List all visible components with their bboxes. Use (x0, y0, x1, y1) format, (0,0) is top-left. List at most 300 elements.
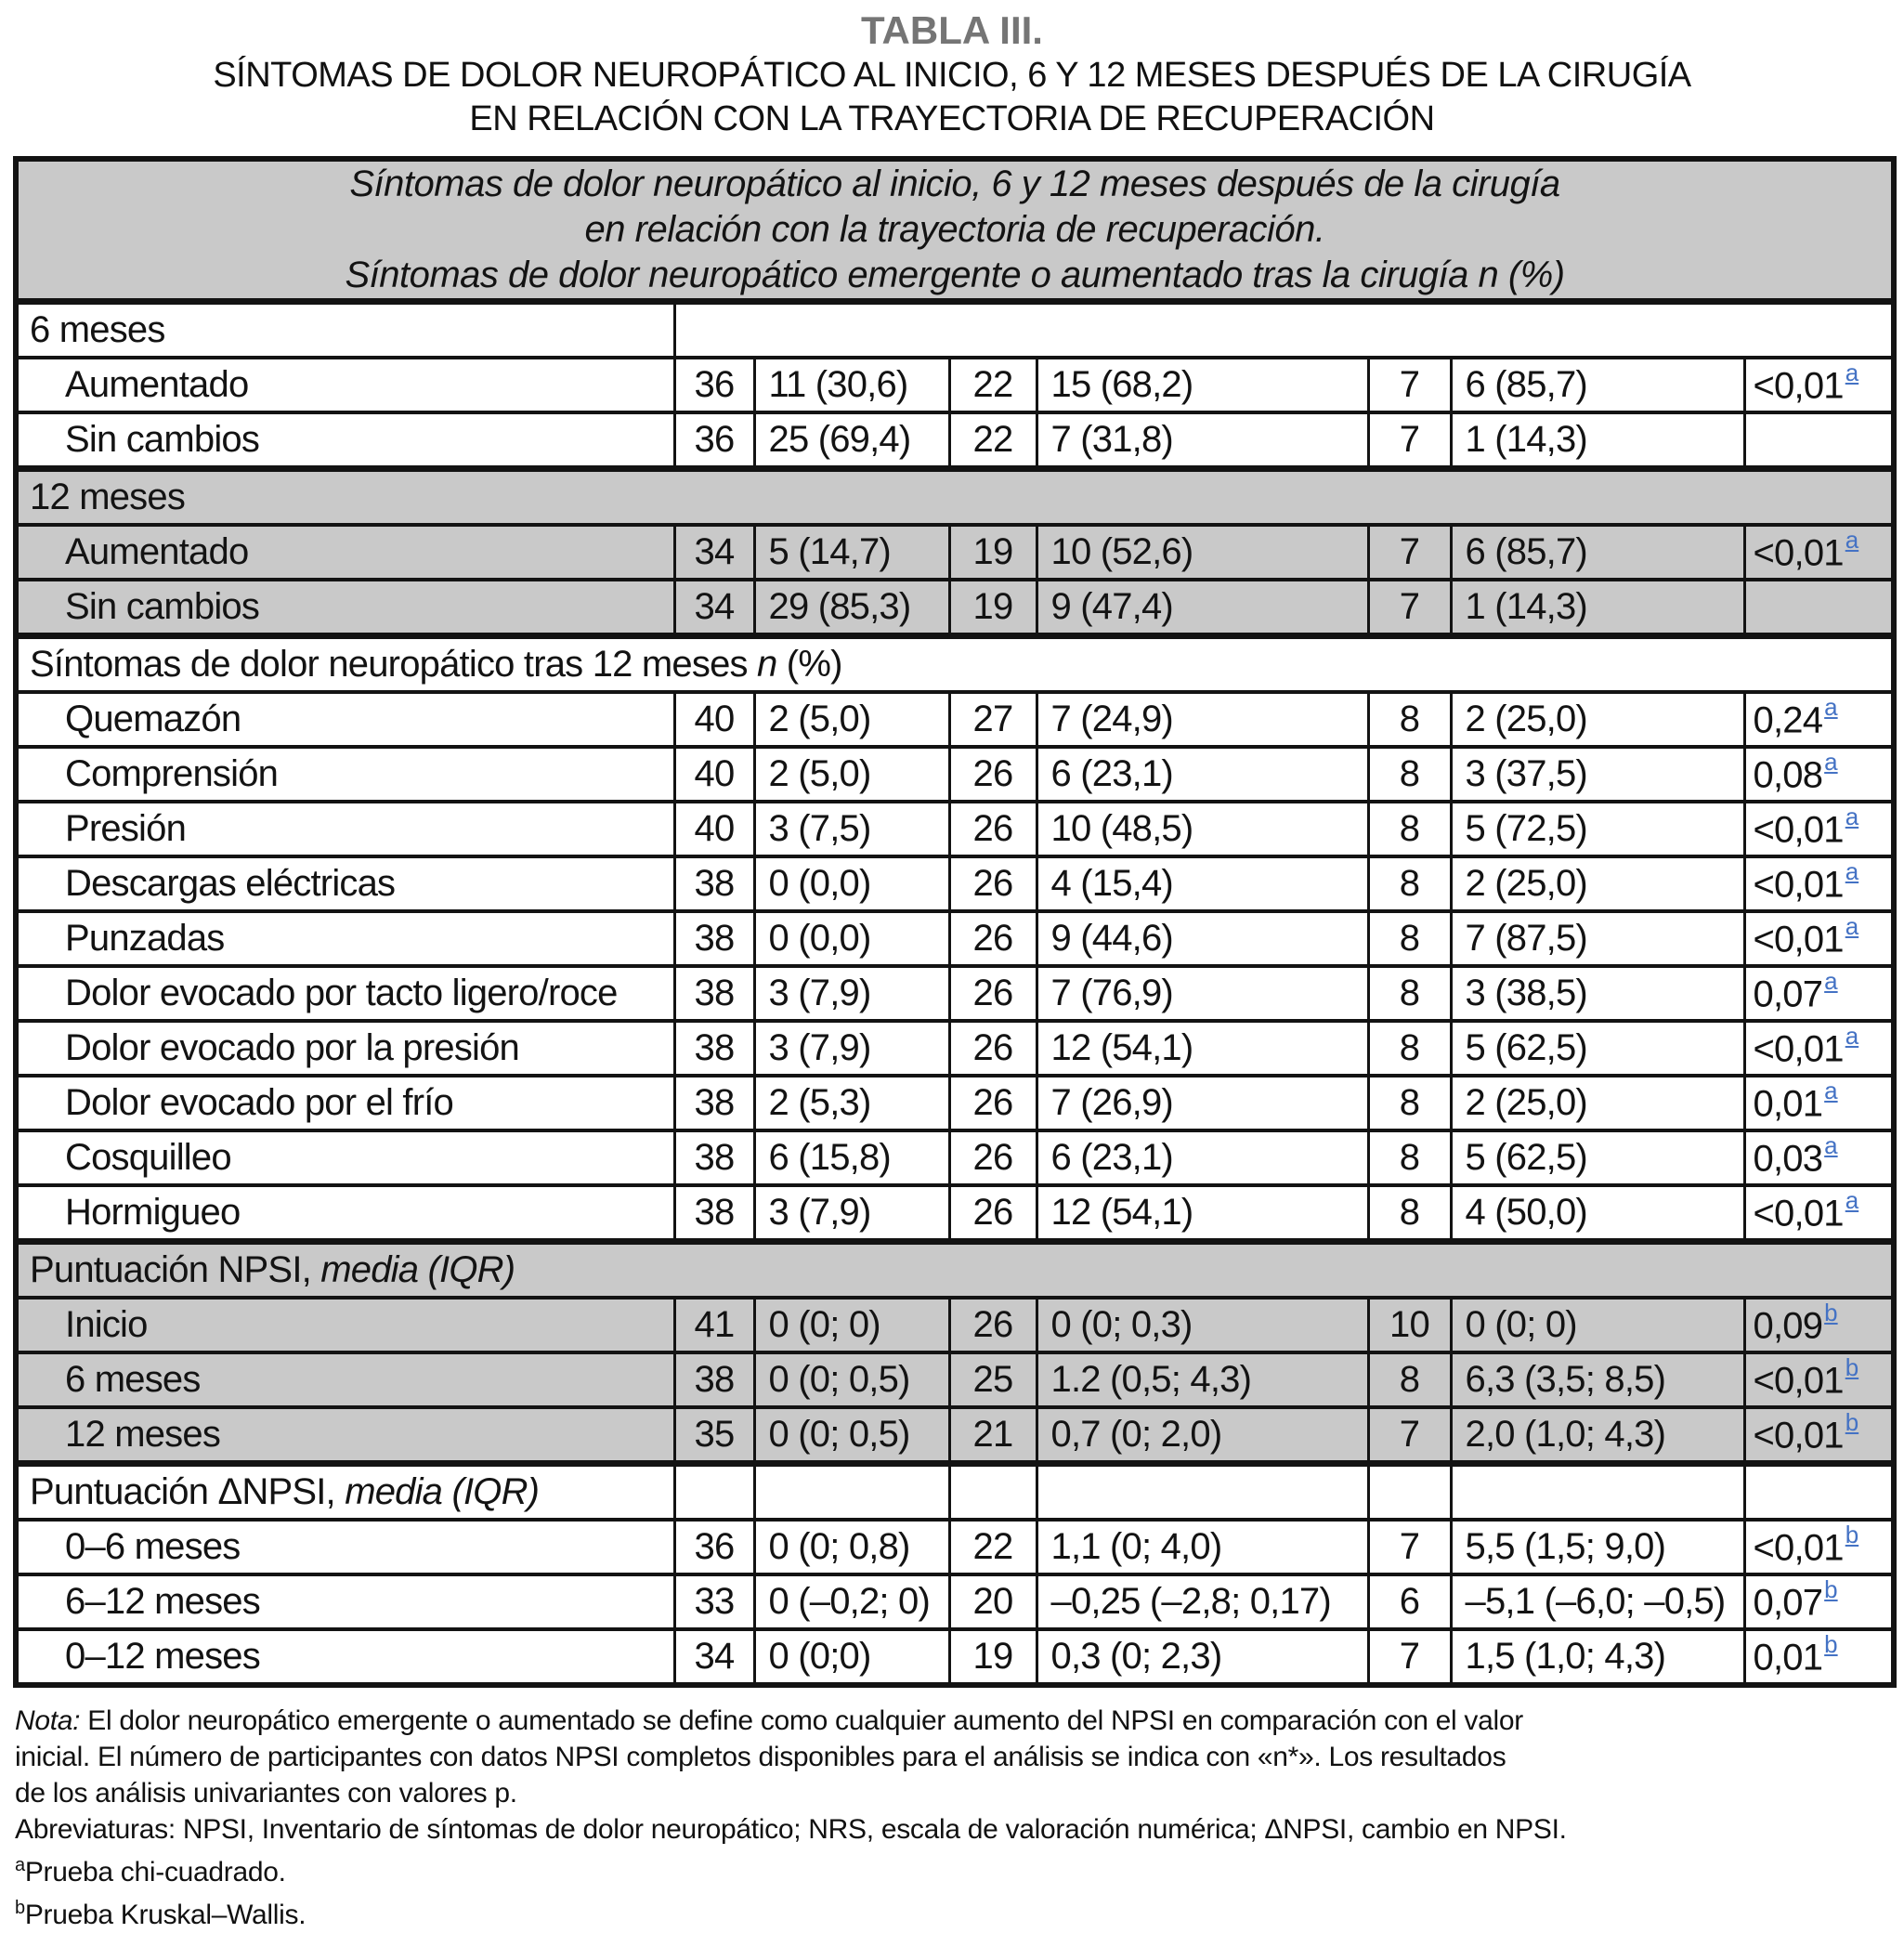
cell-text: 8 (1399, 1359, 1420, 1400)
cell-text: 35 (694, 1414, 735, 1455)
row-label-text: Descargas eléctricas (65, 863, 396, 904)
cell-text: 8 (1399, 808, 1420, 849)
footnote-a-marker: a (15, 1855, 25, 1875)
footnote-ref-link[interactable]: a (1824, 693, 1838, 722)
empty-cell (674, 302, 1894, 359)
cell-text: 26 (972, 973, 1013, 1013)
value-cell (1037, 1130, 1368, 1185)
n-count-cell (1368, 1076, 1451, 1130)
table-row (16, 856, 1894, 911)
cell-text: 1,1 (0; 4,0) (1050, 1526, 1222, 1567)
cell-text: 4 (50,0) (1465, 1192, 1587, 1233)
cell-text: 12 (54,1) (1050, 1027, 1193, 1068)
cell-text: <0,01 (1753, 864, 1844, 906)
cell-text: 26 (972, 753, 1013, 794)
row-label-cell (16, 580, 674, 636)
n-count-cell (674, 1076, 754, 1130)
p-value-cell (1744, 1130, 1894, 1185)
cell-text: 7 (1399, 1414, 1420, 1455)
n-count-cell (949, 525, 1037, 580)
n-count-cell (1368, 1574, 1451, 1629)
row-label-text: 12 meses (30, 477, 186, 517)
cell-text: 40 (694, 699, 735, 739)
note-line2: inicial. El número de participantes con datos NPSI completos disponibles para el análisis se indica con «n*». Los resultados (15, 1742, 1506, 1772)
cell-text: 8 (1399, 918, 1420, 959)
n-count-cell (1368, 1629, 1451, 1685)
footnote-ref-link[interactable]: a (1845, 857, 1859, 886)
cell-text: 7 (76,9) (1050, 973, 1173, 1013)
n-count-cell (674, 1298, 754, 1352)
n-count-cell (949, 1185, 1037, 1242)
cell-text: 19 (972, 531, 1013, 572)
value-cell (1451, 747, 1744, 802)
table-row (16, 1407, 1894, 1464)
footnote-a (15, 1848, 1904, 1890)
cell-text: 2 (25,0) (1465, 863, 1587, 904)
cell-text: 36 (694, 419, 735, 460)
value-cell (1451, 1407, 1744, 1464)
row-label-cell (16, 966, 674, 1021)
row-label-text: media (IQR) (345, 1471, 540, 1512)
cell-text: 10 (48,5) (1050, 808, 1193, 849)
footnote-ref-link[interactable]: b (1845, 1408, 1859, 1437)
row-label-text: 6 meses (30, 309, 165, 350)
value-cell (1037, 580, 1368, 636)
footnote-ref-link[interactable]: b (1845, 1353, 1859, 1382)
cell-text: 26 (972, 1027, 1013, 1068)
value-cell (1451, 1298, 1744, 1352)
n-count-cell (949, 1076, 1037, 1130)
value-cell (1037, 525, 1368, 580)
table-caption (0, 0, 1904, 141)
cell-text: 26 (972, 863, 1013, 904)
p-value-cell (1744, 580, 1894, 636)
value-cell (1037, 1185, 1368, 1242)
footnote-ref-link[interactable]: a (1845, 1022, 1859, 1051)
value-cell (754, 1021, 949, 1076)
footnote-ref-link[interactable]: a (1845, 803, 1859, 831)
n-count-cell (1368, 911, 1451, 966)
footnote-b (15, 1890, 1904, 1933)
n-count-cell (1368, 580, 1451, 636)
value-cell (754, 412, 949, 469)
row-label-text: Punzadas (65, 918, 225, 959)
cell-text: 38 (694, 1137, 735, 1178)
table-row (16, 358, 1894, 412)
footnote-ref-link[interactable]: b (1845, 1521, 1859, 1549)
value-cell (754, 1520, 949, 1574)
cell-text: 38 (694, 863, 735, 904)
n-count-cell (674, 692, 754, 747)
cell-text: 38 (694, 1082, 735, 1123)
cell-text: 8 (1399, 699, 1420, 739)
cell-text: 2 (5,3) (768, 1082, 871, 1123)
abbreviations-line (15, 1811, 1904, 1848)
row-label-text: 0–6 meses (65, 1526, 241, 1567)
cell-text: 25 (69,4) (768, 419, 911, 460)
value-cell (754, 966, 949, 1021)
row-label-text: (%) (776, 644, 842, 685)
cell-text: 2 (5,0) (768, 699, 871, 739)
n-count-cell (1368, 358, 1451, 412)
p-value-cell (1744, 1520, 1894, 1574)
row-label-text: 6–12 meses (65, 1581, 260, 1622)
n-count-cell (1368, 1298, 1451, 1352)
n-count-cell (674, 856, 754, 911)
cell-text: 10 (1389, 1304, 1429, 1345)
value-cell (754, 1298, 949, 1352)
cell-text: 0 (0,0) (768, 863, 871, 904)
footnote-ref-link[interactable]: a (1845, 526, 1859, 555)
row-label-cell (16, 1520, 674, 1574)
cell-text: 40 (694, 753, 735, 794)
cell-text: 3 (37,5) (1465, 753, 1587, 794)
row-label-text: Inicio (65, 1304, 148, 1345)
footnote-ref-link[interactable]: b (1824, 1299, 1838, 1327)
cell-text: 7 (87,5) (1465, 918, 1587, 959)
p-value-cell (1744, 1352, 1894, 1407)
section-row (16, 1242, 1894, 1299)
footnote-b-marker: b (15, 1898, 25, 1918)
row-label-cell (16, 358, 674, 412)
cell-text: 6 (23,1) (1050, 1137, 1173, 1178)
cell-text: 0,24 (1753, 699, 1823, 741)
row-label-text: Cosquilleo (65, 1137, 231, 1178)
cell-text: 7 (1399, 1636, 1420, 1677)
value-cell (1037, 856, 1368, 911)
cell-text: <0,01 (1753, 1360, 1844, 1402)
n-count-cell (674, 747, 754, 802)
n-count-cell (1368, 412, 1451, 469)
value-cell (754, 580, 949, 636)
table-row (16, 966, 1894, 1021)
value-cell (754, 1407, 949, 1464)
empty-cell (1037, 1464, 1368, 1521)
note-line3: de los análisis univariantes con valores p. (15, 1778, 517, 1809)
n-count-cell (674, 358, 754, 412)
cell-text: 0 (0; 0,3) (1050, 1304, 1193, 1345)
value-cell (754, 1629, 949, 1685)
row-label-cell (16, 525, 674, 580)
section-header-cell (16, 469, 1894, 526)
row-label-cell (16, 1298, 674, 1352)
row-label-text: Puntuación NPSI, (30, 1249, 321, 1290)
n-count-cell (949, 1130, 1037, 1185)
row-label-text: 0–12 meses (65, 1636, 260, 1677)
cell-text: 7 (1399, 1526, 1420, 1567)
cell-text: 8 (1399, 1082, 1420, 1123)
cell-text: 34 (694, 531, 735, 572)
row-label-text: Presión (65, 808, 187, 849)
n-count-cell (1368, 692, 1451, 747)
cell-text: <0,01 (1753, 365, 1844, 407)
p-value-cell (1744, 856, 1894, 911)
cell-text: 36 (694, 364, 735, 405)
row-label-text: Dolor evocado por el frío (65, 1082, 454, 1123)
cell-text: 7 (1399, 364, 1420, 405)
cell-text: 41 (694, 1304, 735, 1345)
table-header-line: en relación con la trayectoria de recuperación. (584, 209, 1325, 250)
n-count-cell (1368, 1021, 1451, 1076)
n-count-cell (1368, 1130, 1451, 1185)
row-label-cell (16, 692, 674, 747)
cell-text: 2,0 (1,0; 4,3) (1465, 1414, 1666, 1455)
value-cell (1037, 1574, 1368, 1629)
empty-cell (754, 1464, 949, 1521)
n-count-cell (949, 412, 1037, 469)
n-count-cell (674, 1185, 754, 1242)
section-row (16, 1464, 1894, 1521)
value-cell (1037, 802, 1368, 856)
cell-text: 9 (44,6) (1050, 918, 1173, 959)
cell-text: 0 (0; 0) (1465, 1304, 1577, 1345)
n-count-cell (674, 412, 754, 469)
cell-text: 0,3 (0; 2,3) (1050, 1636, 1222, 1677)
cell-text: 2 (25,0) (1465, 699, 1587, 739)
n-count-cell (1368, 966, 1451, 1021)
table-notes (15, 1703, 1904, 1933)
value-cell (754, 1185, 949, 1242)
cell-text: 22 (972, 364, 1013, 405)
cell-text: 38 (694, 973, 735, 1013)
n-count-cell (674, 525, 754, 580)
row-label-text: Quemazón (65, 699, 241, 739)
value-cell (754, 1130, 949, 1185)
value-cell (754, 692, 949, 747)
cell-text: 0 (0; 0) (768, 1304, 880, 1345)
n-count-cell (949, 358, 1037, 412)
row-label-text: Síntomas de dolor neuropático tras 12 meses (30, 644, 758, 685)
cell-text: 1,5 (1,0; 4,3) (1465, 1636, 1666, 1677)
cell-text: 26 (972, 1304, 1013, 1345)
table-header-row (16, 159, 1894, 302)
empty-cell (949, 1464, 1037, 1521)
cell-text: 8 (1399, 1027, 1420, 1068)
table-row (16, 1520, 1894, 1574)
row-label-text: Dolor evocado por la presión (65, 1027, 520, 1068)
n-count-cell (1368, 525, 1451, 580)
cell-text: 3 (7,9) (768, 1027, 871, 1068)
n-count-cell (949, 966, 1037, 1021)
value-cell (754, 1076, 949, 1130)
value-cell (1451, 1130, 1744, 1185)
data-table (13, 156, 1897, 1688)
cell-text: <0,01 (1753, 1415, 1844, 1456)
row-label-text: Comprensión (65, 753, 279, 794)
row-label-cell (16, 911, 674, 966)
n-count-cell (1368, 1407, 1451, 1464)
n-count-cell (674, 1130, 754, 1185)
value-cell (1037, 1076, 1368, 1130)
cell-text: 2 (5,0) (768, 753, 871, 794)
value-cell (754, 358, 949, 412)
cell-text: <0,01 (1753, 532, 1844, 574)
row-label-text: 6 meses (65, 1359, 201, 1400)
p-value-cell (1744, 1185, 1894, 1242)
cell-text: 26 (972, 1192, 1013, 1233)
cell-text: 38 (694, 1359, 735, 1400)
value-cell (1451, 966, 1744, 1021)
cell-text: 8 (1399, 1192, 1420, 1233)
cell-text: 6 (15,8) (768, 1137, 891, 1178)
footnote-a-text: Prueba chi-cuadrado. (24, 1857, 286, 1887)
footnote-ref-link[interactable]: a (1824, 748, 1838, 777)
footnote-ref-link[interactable]: a (1824, 1077, 1838, 1105)
n-count-cell (949, 1352, 1037, 1407)
n-count-cell (674, 911, 754, 966)
cell-text: <0,01 (1753, 1527, 1844, 1569)
cell-text: 5 (14,7) (768, 531, 891, 572)
table-row (16, 1629, 1894, 1685)
cell-text: 33 (694, 1581, 735, 1622)
cell-text: 0 (0; 0,5) (768, 1359, 910, 1400)
table-row (16, 1352, 1894, 1407)
footnote-ref-link[interactable]: b (1824, 1575, 1838, 1604)
row-label-text: Sin cambios (65, 586, 260, 627)
value-cell (1037, 1629, 1368, 1685)
row-label-cell (16, 1629, 674, 1685)
row-label-cell (16, 747, 674, 802)
cell-text: 22 (972, 1526, 1013, 1567)
value-cell (1037, 358, 1368, 412)
n-count-cell (949, 747, 1037, 802)
value-cell (754, 911, 949, 966)
cell-text: 0 (–0,2; 0) (768, 1581, 931, 1622)
cell-text: 7 (31,8) (1050, 419, 1173, 460)
footnote-ref-link[interactable]: a (1845, 912, 1859, 941)
row-label-cell (16, 412, 674, 469)
cell-text: 6 (23,1) (1050, 753, 1173, 794)
empty-cell (1368, 1464, 1451, 1521)
table-row (16, 1021, 1894, 1076)
table-row (16, 1574, 1894, 1629)
value-cell (1451, 412, 1744, 469)
cell-text: 8 (1399, 1137, 1420, 1178)
cell-text: 3 (7,9) (768, 973, 871, 1013)
cell-text: 21 (972, 1414, 1013, 1455)
cell-text: 3 (7,5) (768, 808, 871, 849)
cell-text: 26 (972, 918, 1013, 959)
table-caption-title-line2: EN RELACIÓN CON LA TRAYECTORIA DE RECUPERACIÓN (469, 99, 1435, 138)
table-caption-title-line1: SÍNTOMAS DE DOLOR NEUROPÁTICO AL INICIO, 6 Y 12 MESES DESPUÉS DE LA CIRUGÍA (213, 56, 1691, 95)
row-label-cell (16, 1130, 674, 1185)
cell-text: 5 (72,5) (1465, 808, 1587, 849)
value-cell (1037, 412, 1368, 469)
cell-text: <0,01 (1753, 1028, 1844, 1070)
cell-text: 36 (694, 1526, 735, 1567)
value-cell (1451, 692, 1744, 747)
footnote-ref-link[interactable]: b (1824, 1630, 1838, 1659)
footnote-ref-link[interactable]: a (1845, 1186, 1859, 1215)
cell-text: 12 (54,1) (1050, 1192, 1193, 1233)
value-cell (754, 1352, 949, 1407)
p-value-cell (1744, 412, 1894, 469)
section-row (16, 302, 1894, 359)
n-count-cell (1368, 1352, 1451, 1407)
table-row (16, 1185, 1894, 1242)
cell-text: 0,7 (0; 2,0) (1050, 1414, 1222, 1455)
value-cell (1451, 1520, 1744, 1574)
p-value-cell (1744, 525, 1894, 580)
value-cell (1037, 911, 1368, 966)
n-count-cell (1368, 1185, 1451, 1242)
footnote-ref-link[interactable]: a (1845, 359, 1859, 387)
n-count-cell (1368, 802, 1451, 856)
cell-text: 34 (694, 1636, 735, 1677)
cell-text: 26 (972, 808, 1013, 849)
row-label-cell (16, 1352, 674, 1407)
row-label-cell (16, 1185, 674, 1242)
footnote-ref-link[interactable]: a (1824, 1131, 1838, 1160)
value-cell (1037, 747, 1368, 802)
footnote-ref-link[interactable]: a (1824, 967, 1838, 996)
n-count-cell (674, 1352, 754, 1407)
n-count-cell (949, 692, 1037, 747)
cell-text: 7 (26,9) (1050, 1082, 1173, 1123)
n-count-cell (674, 580, 754, 636)
cell-text: 26 (972, 1137, 1013, 1178)
cell-text: 6 (1399, 1581, 1420, 1622)
n-count-cell (1368, 856, 1451, 911)
cell-text: 22 (972, 419, 1013, 460)
footnote-b-text: Prueba Kruskal–Wallis. (24, 1900, 306, 1930)
cell-text: 8 (1399, 753, 1420, 794)
row-label-cell (16, 1407, 674, 1464)
table-header-cell (16, 159, 1894, 302)
cell-text: 9 (47,4) (1050, 586, 1173, 627)
row-label-cell (16, 1574, 674, 1629)
value-cell (1451, 911, 1744, 966)
value-cell (1451, 1574, 1744, 1629)
table-caption-number: TABLA III. (861, 8, 1043, 52)
cell-text: 0,07 (1753, 973, 1823, 1015)
cell-text: 6,3 (3,5; 8,5) (1465, 1359, 1666, 1400)
cell-text: 3 (38,5) (1465, 973, 1587, 1013)
section-header-cell (16, 636, 1894, 693)
value-cell (1451, 1629, 1744, 1685)
value-cell (1037, 1407, 1368, 1464)
n-count-cell (674, 1021, 754, 1076)
n-count-cell (949, 911, 1037, 966)
value-cell (1451, 580, 1744, 636)
cell-text: 0,08 (1753, 754, 1823, 796)
row-label-text: Dolor evocado por tacto ligero/roce (65, 973, 618, 1013)
cell-text: 7 (1399, 586, 1420, 627)
p-value-cell (1744, 802, 1894, 856)
value-cell (1037, 1021, 1368, 1076)
table-header-line: Síntomas de dolor neuropático emergente o aumentado tras la cirugía n (%) (345, 255, 1565, 295)
row-label-text: 12 meses (65, 1414, 221, 1455)
cell-text: 2 (25,0) (1465, 1082, 1587, 1123)
section-row (16, 636, 1894, 693)
table-row (16, 1076, 1894, 1130)
note-label: Nota: (15, 1705, 81, 1736)
value-cell (1451, 1352, 1744, 1407)
cell-text: <0,01 (1753, 919, 1844, 960)
section-header-cell (16, 302, 674, 359)
table-row (16, 802, 1894, 856)
p-value-cell (1744, 1574, 1894, 1629)
cell-text: 26 (972, 1082, 1013, 1123)
n-count-cell (949, 1298, 1037, 1352)
cell-text: 0,01 (1753, 1637, 1823, 1678)
n-count-cell (949, 1407, 1037, 1464)
cell-text: 0 (0; 0,8) (768, 1526, 910, 1567)
section-row (16, 469, 1894, 526)
row-label-text: Sin cambios (65, 419, 260, 460)
row-label-text: Aumentado (65, 531, 249, 572)
value-cell (1037, 1352, 1368, 1407)
